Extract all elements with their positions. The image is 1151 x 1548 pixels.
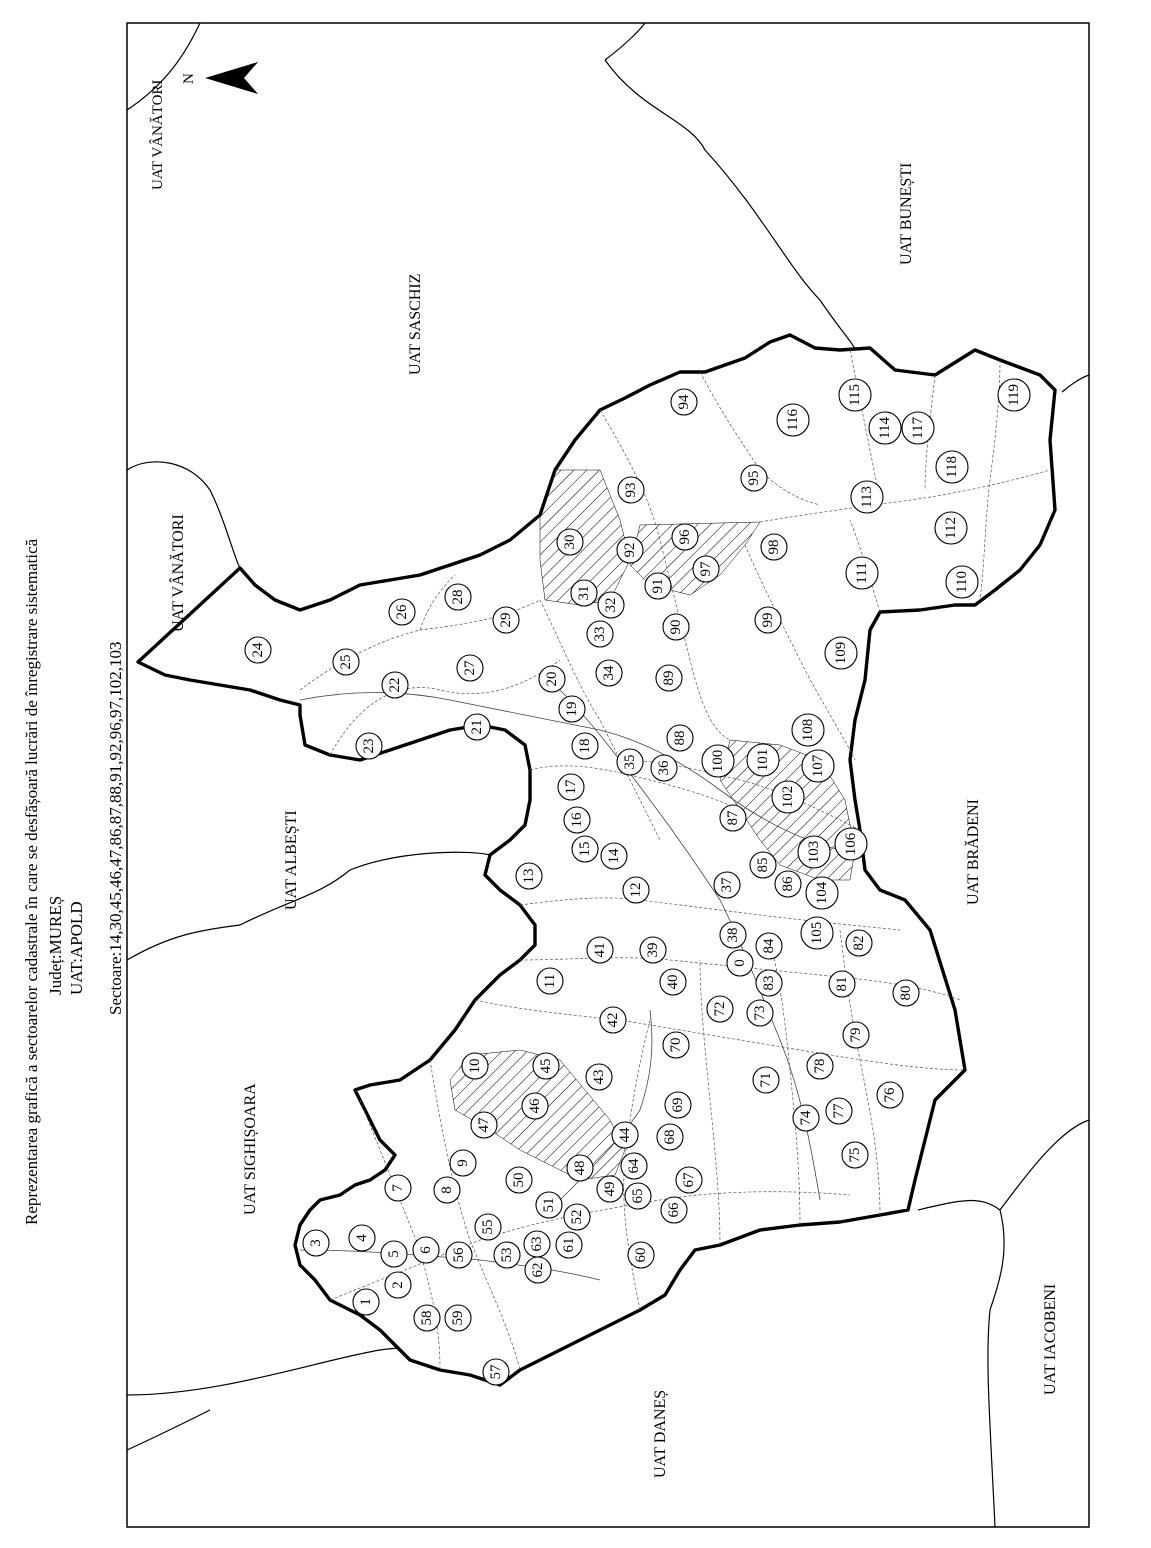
sector-24 xyxy=(245,637,271,663)
sector-77 xyxy=(826,1098,852,1124)
sector-number: 117 xyxy=(910,417,926,439)
sector-107 xyxy=(802,750,834,782)
sector-12 xyxy=(623,877,649,903)
sector-number: 15 xyxy=(577,841,593,857)
sector-number: 9 xyxy=(455,1159,471,1167)
sector-number: 91 xyxy=(650,578,666,594)
neighbor-label-saschiz: UAT SASCHIZ xyxy=(407,273,424,375)
sector-number: 44 xyxy=(617,1127,633,1143)
sector-17 xyxy=(558,774,584,800)
sector-number: 49 xyxy=(602,1181,618,1197)
sector-92 xyxy=(617,537,643,563)
sector-number: 98 xyxy=(766,539,782,555)
sector-number: 107 xyxy=(810,754,826,778)
sector-31 xyxy=(571,580,597,606)
sector-number: 72 xyxy=(712,1001,728,1017)
sector-number: 32 xyxy=(603,597,619,613)
sector-number: 2 xyxy=(390,1281,406,1289)
sector-number: 47 xyxy=(476,1117,492,1133)
sector-83 xyxy=(756,970,782,996)
sector-number: 53 xyxy=(499,1247,515,1263)
sector-8 xyxy=(434,1177,460,1203)
sector-94 xyxy=(671,389,697,415)
sector-116 xyxy=(777,404,809,436)
sector-number: 19 xyxy=(564,701,580,717)
sector-58 xyxy=(414,1305,440,1331)
sector-number: 110 xyxy=(954,571,970,593)
sector-number: 116 xyxy=(785,409,801,431)
sector-23 xyxy=(356,733,382,759)
sector-number: 119 xyxy=(1006,384,1022,406)
sector-79 xyxy=(843,1022,869,1048)
sector-10 xyxy=(462,1053,488,1079)
sector-number: 63 xyxy=(529,1236,545,1252)
sector-103 xyxy=(798,836,830,868)
sector-number: 59 xyxy=(450,1310,466,1326)
sector-15 xyxy=(572,836,598,862)
sector-number: 97 xyxy=(698,561,714,577)
sector-56 xyxy=(446,1242,472,1268)
sector-number: 40 xyxy=(665,974,681,990)
sector-number: 42 xyxy=(605,1012,621,1028)
sector-number: 109 xyxy=(833,641,849,665)
sector-number: 56 xyxy=(451,1247,467,1263)
sector-number: 103 xyxy=(806,840,822,864)
sector-number: 29 xyxy=(498,612,514,628)
sector-85 xyxy=(750,852,776,878)
sector-number: 64 xyxy=(626,1158,642,1174)
sector-number: 92 xyxy=(622,542,638,558)
sector-52 xyxy=(564,1204,590,1230)
sector-number: 58 xyxy=(419,1310,435,1326)
sector-14 xyxy=(601,843,627,869)
sector-number: 25 xyxy=(338,654,354,670)
sector-97 xyxy=(693,556,719,582)
sector-7 xyxy=(385,1175,411,1201)
sector-number: 31 xyxy=(576,585,592,601)
sector-number: 70 xyxy=(668,1037,684,1053)
sector-25 xyxy=(333,649,359,675)
sector-38 xyxy=(720,922,746,948)
sector-66 xyxy=(661,1197,687,1223)
sector-35 xyxy=(617,749,643,775)
sector-number: 71 xyxy=(758,1072,774,1088)
sector-number: 81 xyxy=(834,976,850,992)
sector-number: 51 xyxy=(541,1197,557,1213)
sector-number: 62 xyxy=(530,1262,546,1278)
sector-105 xyxy=(801,917,833,949)
sector-number: 43 xyxy=(591,1069,607,1085)
sector-60 xyxy=(628,1242,654,1268)
sector-55 xyxy=(475,1214,501,1240)
sector-13 xyxy=(516,863,542,889)
sector-37 xyxy=(714,872,740,898)
sector-19 xyxy=(559,696,585,722)
sector-number: 14 xyxy=(606,848,622,864)
sector-16 xyxy=(564,807,590,833)
sector-number: 39 xyxy=(645,942,661,958)
sector-number: 100 xyxy=(710,749,726,773)
sector-number: 65 xyxy=(630,1188,646,1204)
sector-63 xyxy=(524,1231,550,1257)
neighbor-label-bunesti: UAT BUNEȘTI xyxy=(898,162,915,265)
sector-number: 95 xyxy=(746,470,762,486)
sector-number: 17 xyxy=(563,779,579,795)
sector-81 xyxy=(829,971,855,997)
sector-80 xyxy=(893,980,919,1006)
sector-108 xyxy=(792,714,824,746)
sector-number: 76 xyxy=(882,1087,898,1103)
north-arrow xyxy=(181,62,258,94)
sector-34 xyxy=(596,660,622,686)
sector-number: 90 xyxy=(668,619,684,635)
sector-number: 83 xyxy=(761,975,777,991)
sector-number: 48 xyxy=(572,1160,588,1176)
sector-number: 69 xyxy=(670,1097,686,1113)
sector-number: 45 xyxy=(538,1058,554,1074)
sector-68 xyxy=(657,1124,683,1150)
sector-number: 0 xyxy=(732,959,748,967)
sector-number: 80 xyxy=(898,985,914,1001)
sector-102 xyxy=(772,781,804,813)
sector-2 xyxy=(385,1272,411,1298)
sector-27 xyxy=(457,655,483,681)
sector-99 xyxy=(755,607,781,633)
sector-number: 12 xyxy=(628,882,644,898)
sector-4 xyxy=(349,1225,375,1251)
north-label: N xyxy=(181,73,197,84)
sector-number: 36 xyxy=(656,760,672,776)
sector-number: 101 xyxy=(755,748,771,772)
neighbor-label-albesti: UAT ALBEȘTI xyxy=(283,810,300,910)
sector-47 xyxy=(471,1112,497,1138)
sector-87 xyxy=(720,805,746,831)
sector-number: 20 xyxy=(544,671,560,687)
sector-number: 89 xyxy=(661,670,677,686)
sector-number: 8 xyxy=(439,1186,455,1194)
sector-74 xyxy=(793,1105,819,1131)
sector-50 xyxy=(506,1167,532,1193)
sector-number: 41 xyxy=(592,942,608,958)
sector-48 xyxy=(567,1155,593,1181)
sector-number: 99 xyxy=(760,612,776,628)
sector-89 xyxy=(656,665,682,691)
sector-72 xyxy=(707,996,733,1022)
neighbor-label-danes: UAT DANEȘ xyxy=(652,1389,669,1478)
sector-number: 93 xyxy=(623,482,639,498)
county-label: Județ:MUREȘ xyxy=(46,895,65,995)
sector-number: 10 xyxy=(467,1058,483,1074)
sector-18 xyxy=(572,733,598,759)
sector-number: 21 xyxy=(469,719,485,735)
sector-104 xyxy=(806,877,838,909)
sector-67 xyxy=(676,1167,702,1193)
sector-84 xyxy=(756,933,782,959)
sector-30 xyxy=(557,529,583,555)
sector-43 xyxy=(586,1064,612,1090)
sector-40 xyxy=(660,969,686,995)
sector-number: 22 xyxy=(387,677,403,693)
sector-number: 104 xyxy=(814,881,830,905)
sector-number: 18 xyxy=(577,738,593,754)
sector-115 xyxy=(839,379,871,411)
sector-number: 74 xyxy=(798,1110,814,1126)
sector-111 xyxy=(846,557,878,589)
sector-29 xyxy=(493,607,519,633)
sector-number: 112 xyxy=(943,517,959,539)
sector-110 xyxy=(946,566,978,598)
sector-1 xyxy=(353,1289,379,1315)
map-title: Reprezentarea grafică a sectoarelor cadastrale în care se desfășoară lucrări de înregistrare sistematică xyxy=(22,538,41,1225)
sector-49 xyxy=(597,1176,623,1202)
sector-69 xyxy=(665,1092,691,1118)
sector-5 xyxy=(381,1241,407,1267)
sector-71 xyxy=(753,1067,779,1093)
sector-number: 26 xyxy=(394,604,410,620)
sector-number: 114 xyxy=(877,417,893,439)
sector-6 xyxy=(413,1237,439,1263)
sector-112 xyxy=(935,512,967,544)
sector-9 xyxy=(450,1150,476,1176)
sector-number: 33 xyxy=(592,626,608,642)
sector-number: 85 xyxy=(755,857,771,873)
north-arrow-icon xyxy=(205,62,258,94)
sector-number: 102 xyxy=(780,785,796,809)
sector-number: 7 xyxy=(390,1184,406,1192)
sector-0 xyxy=(727,950,753,976)
sector-number: 5 xyxy=(386,1250,402,1258)
sector-number: 34 xyxy=(601,665,617,681)
sector-76 xyxy=(877,1082,903,1108)
sector-62 xyxy=(525,1257,551,1283)
sector-109 xyxy=(825,637,857,669)
sector-117 xyxy=(902,412,934,444)
sector-number: 68 xyxy=(662,1129,678,1145)
sector-number: 61 xyxy=(561,1237,577,1253)
sector-number: 27 xyxy=(462,660,478,676)
sector-20 xyxy=(539,666,565,692)
sector-61 xyxy=(556,1232,582,1258)
sector-3 xyxy=(303,1230,329,1256)
title-block xyxy=(22,538,125,1225)
sector-number: 11 xyxy=(542,973,558,989)
sector-46 xyxy=(522,1093,548,1119)
sector-number: 4 xyxy=(354,1234,370,1242)
sector-11 xyxy=(537,968,563,994)
sector-number: 118 xyxy=(944,456,960,478)
sector-114 xyxy=(869,412,901,444)
sector-98 xyxy=(761,534,787,560)
sector-95 xyxy=(741,465,767,491)
sector-57 xyxy=(483,1359,509,1385)
sector-51 xyxy=(536,1192,562,1218)
sector-73 xyxy=(747,1000,773,1026)
sector-42 xyxy=(600,1007,626,1033)
sector-number: 96 xyxy=(677,529,693,545)
sector-number: 16 xyxy=(569,812,585,828)
sector-33 xyxy=(587,621,613,647)
sector-number: 13 xyxy=(521,868,537,884)
sector-44 xyxy=(612,1122,638,1148)
sector-number: 75 xyxy=(847,1147,863,1163)
sector-119 xyxy=(998,379,1030,411)
sector-number: 115 xyxy=(847,384,863,406)
sector-number: 37 xyxy=(719,877,735,893)
sector-number: 55 xyxy=(480,1219,496,1235)
sector-number: 94 xyxy=(676,394,692,410)
sector-100 xyxy=(702,745,734,777)
sector-number: 60 xyxy=(633,1247,649,1263)
sector-number: 86 xyxy=(780,876,796,892)
sector-number: 82 xyxy=(851,935,867,951)
sector-number: 6 xyxy=(418,1246,434,1254)
sector-88 xyxy=(667,725,693,751)
sector-number: 1 xyxy=(358,1298,374,1306)
sector-39 xyxy=(640,937,666,963)
sector-22 xyxy=(382,672,408,698)
sector-78 xyxy=(807,1053,833,1079)
sector-number: 66 xyxy=(666,1202,682,1218)
sector-36 xyxy=(651,755,677,781)
sector-number: 46 xyxy=(527,1098,543,1114)
sector-number: 52 xyxy=(569,1209,585,1225)
sector-number: 57 xyxy=(488,1364,504,1380)
neighbor-label-sighisoara: UAT SIGHIȘOARA xyxy=(242,1083,259,1215)
sector-number: 84 xyxy=(761,938,777,954)
sector-113 xyxy=(851,481,883,513)
neighbor-label-iacobeni: UAT IACOBENI xyxy=(1042,1283,1059,1395)
sector-number: 79 xyxy=(848,1027,864,1043)
sector-26 xyxy=(389,599,415,625)
neighbor-label-vanatori-top: UAT VÂNĂTORI xyxy=(150,79,166,190)
sector-number: 108 xyxy=(800,718,816,742)
sector-93 xyxy=(618,477,644,503)
neighbor-label-bradeni: UAT BRĂDENI xyxy=(965,799,982,905)
sector-number: 23 xyxy=(361,738,377,754)
sector-number: 106 xyxy=(843,832,859,856)
sector-number: 111 xyxy=(854,562,870,584)
sector-96 xyxy=(672,524,698,550)
sector-106 xyxy=(835,828,867,860)
sector-64 xyxy=(621,1153,647,1179)
sector-number: 28 xyxy=(450,589,466,605)
sector-90 xyxy=(663,614,689,640)
sector-number: 77 xyxy=(831,1103,847,1119)
sector-59 xyxy=(445,1305,471,1331)
sector-91 xyxy=(645,573,671,599)
sector-118 xyxy=(936,451,968,483)
sector-53 xyxy=(494,1242,520,1268)
sector-number: 3 xyxy=(308,1239,324,1247)
sector-number: 88 xyxy=(672,730,688,746)
sector-number: 38 xyxy=(725,927,741,943)
sector-number: 113 xyxy=(859,486,875,508)
sector-41 xyxy=(587,937,613,963)
sector-70 xyxy=(663,1032,689,1058)
sector-number: 35 xyxy=(622,754,638,770)
sector-number: 30 xyxy=(562,534,578,550)
sector-28 xyxy=(445,584,471,610)
uat-label: UAT:APOLD xyxy=(67,901,86,995)
sector-75 xyxy=(842,1142,868,1168)
sector-number: 67 xyxy=(681,1172,697,1188)
sector-number: 24 xyxy=(250,642,266,658)
sector-101 xyxy=(747,744,779,776)
neighbor-label-vanatori-mid: UAT VÂNĂTORI xyxy=(170,514,187,632)
sector-65 xyxy=(625,1183,651,1209)
sector-number: 50 xyxy=(511,1172,527,1188)
sector-86 xyxy=(775,871,801,897)
sector-number: 87 xyxy=(725,810,741,826)
sector-number: 73 xyxy=(752,1005,768,1021)
sector-32 xyxy=(598,592,624,618)
sector-45 xyxy=(533,1053,559,1079)
sector-number: 105 xyxy=(809,921,825,945)
sector-82 xyxy=(846,930,872,956)
sectors-label: Sectoare:14,30,45,46,47,86,87,88,91,92,96,97,102,103 xyxy=(106,641,125,1015)
sector-number: 78 xyxy=(812,1058,828,1074)
sector-21 xyxy=(464,714,490,740)
